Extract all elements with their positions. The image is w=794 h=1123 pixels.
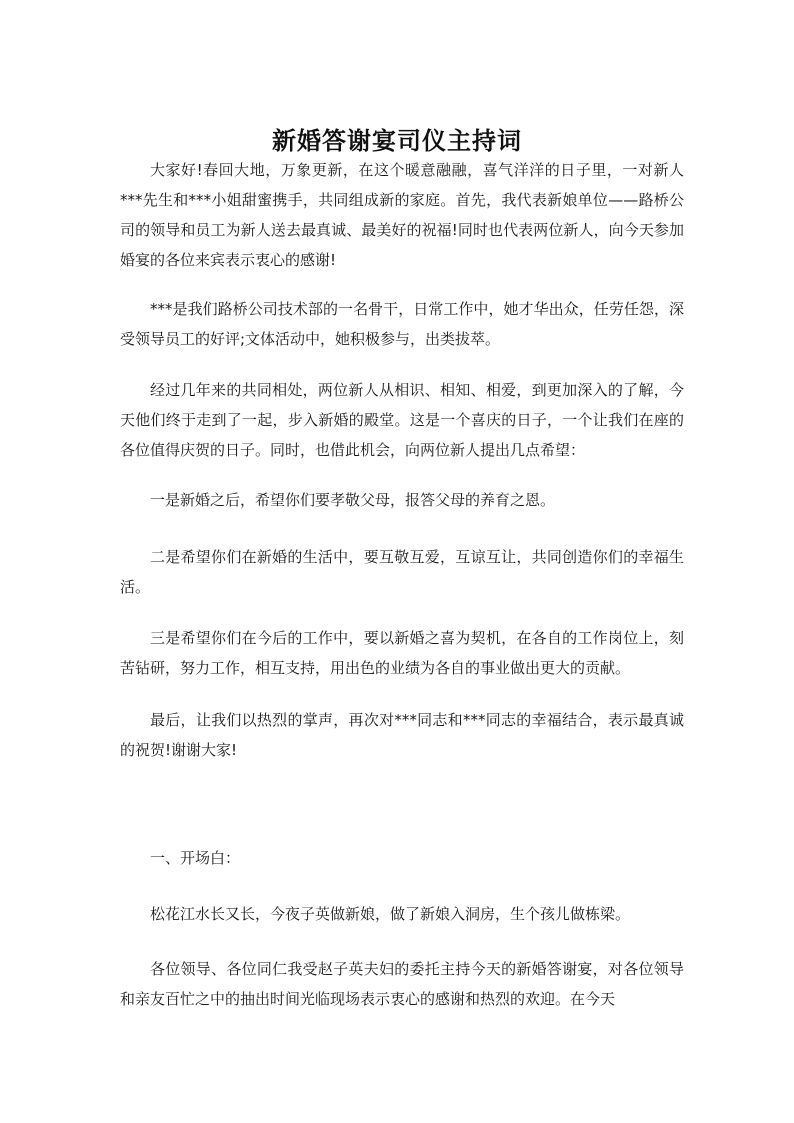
paragraph-hope-two: 二是希望你们在新婚的生活中，要互敬互爱，互谅互让，共同创造你们的幸福生活。 [120, 548, 684, 596]
section-heading-opening: 一、开场白： [150, 849, 241, 867]
paragraph-opening-verse: 松花江水长又长，今夜子英做新娘，做了新娘入洞房，生个孩儿做栋梁。 [150, 905, 631, 923]
paragraph-greeting: 大家好!春回大地，万象更新，在这个暖意融融，喜气洋洋的日子里，一对新人***先生和***小姐甜蜜携手，共同组成新的家庭。首先，我代表新娘单位——路桥公司的领导和员工为新人送去最真诚、最美好的祝福!同时也代表两位新人，向今天参加婚宴的各位来宾表示衷心的感谢! [120, 161, 684, 269]
paragraph-hope-one: 一是新婚之后，希望你们要孝敬父母，报答父母的养育之恩。 [150, 491, 556, 509]
paragraph-hope-three: 三是希望你们在今后的工作中，要以新婚之喜为契机，在各自的工作岗位上，刻苦钻研，努力工作，相互支持，用出色的业绩为各自的事业做出更大的贡献。 [120, 629, 684, 677]
paragraph-host-welcome: 各位领导、各位同仁我受赵子英夫妇的委托主持今天的新婚答谢宴，对各位领导和亲友百忙之中的抽出时间光临现场表示衷心的感谢和热烈的欢迎。在今天 [120, 960, 684, 1008]
paragraph-closing: 最后，让我们以热烈的掌声，再次对***同志和***同志的幸福结合，表示最真诚的祝贺!谢谢大家! [120, 711, 684, 759]
document-title: 新婚答谢宴司仪主持词 [272, 127, 522, 156]
paragraph-couple-story: 经过几年来的共同相处，两位新人从相识、相知、相爱，到更加深入的了解，今天他们终于走到了一起，步入新婚的殿堂。这是一个喜庆的日子，一个让我们在座的各位值得庆贺的日子。同时，也借此机会，向两位新人提出几点希望： [120, 381, 684, 459]
paragraph-bride-intro: ***是我们路桥公司技术部的一名骨干，日常工作中，她才华出众，任劳任怨，深受领导员工的好评;文体活动中，她积极参与，出类拔萃。 [120, 300, 684, 348]
